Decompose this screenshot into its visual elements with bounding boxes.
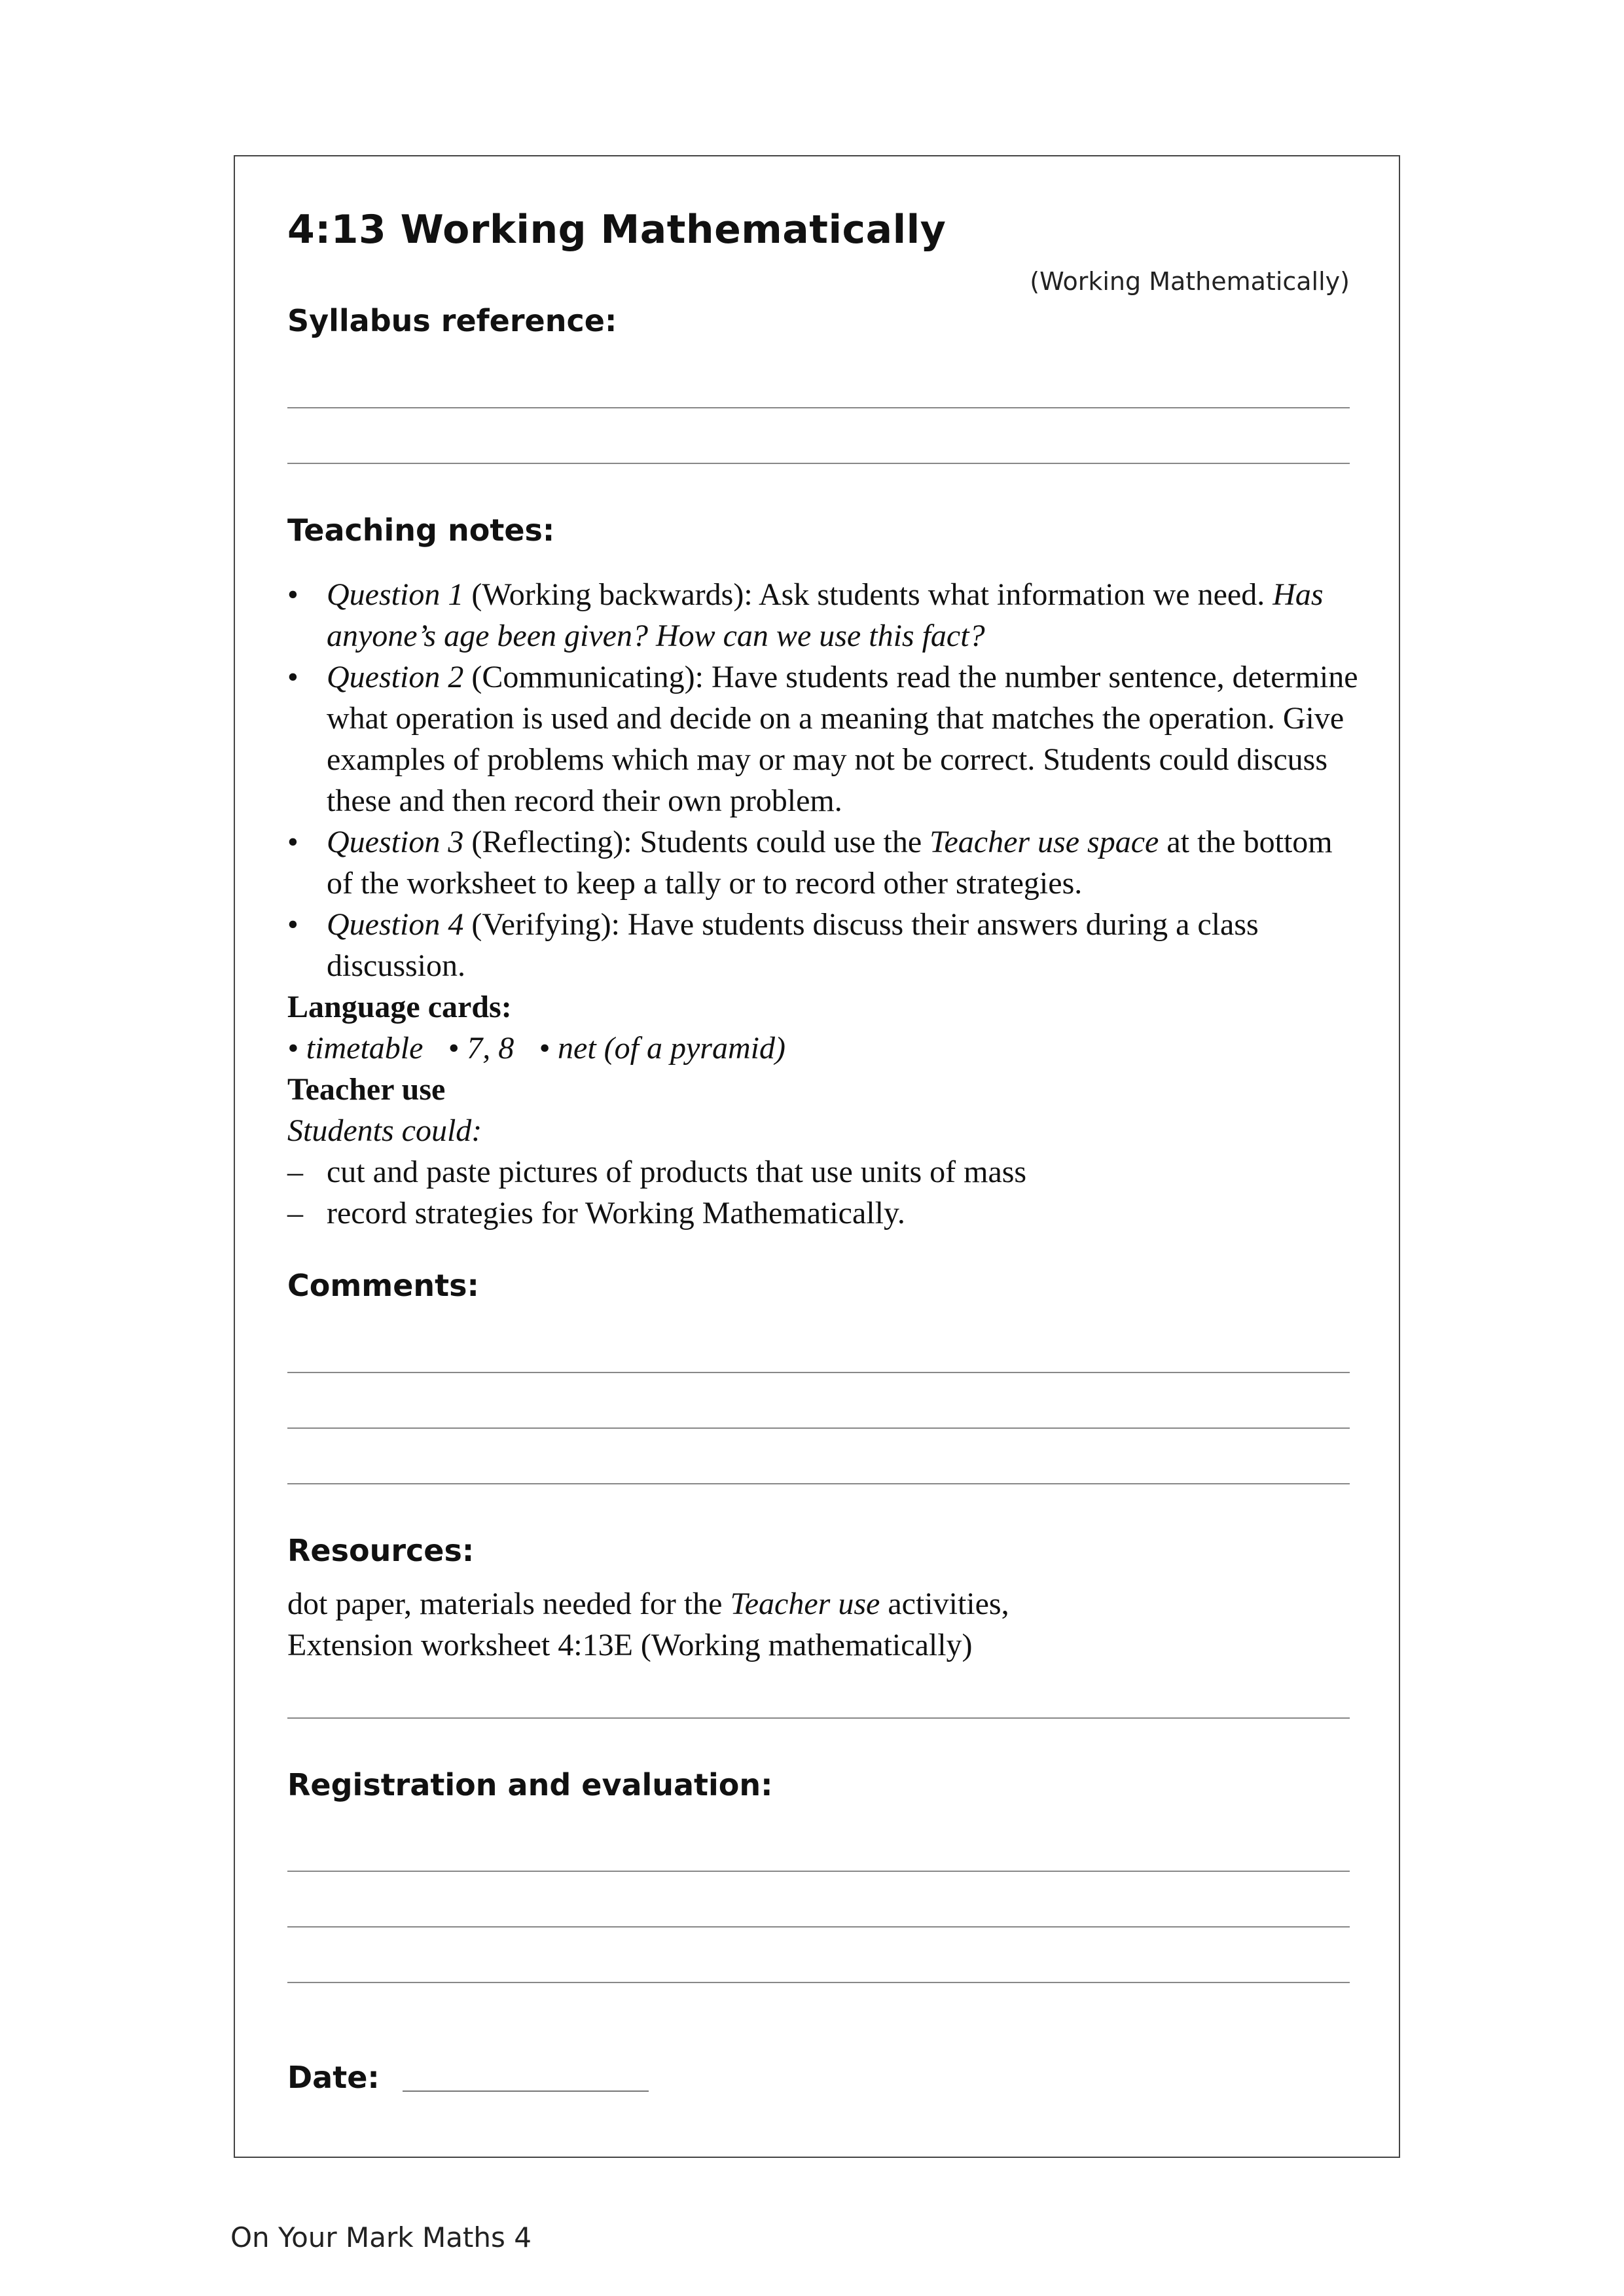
footer-text: On Your Mark Maths 4: [230, 2221, 532, 2253]
note-lead: Question 2: [327, 660, 464, 694]
resources-heading: Resources:: [287, 1533, 475, 1568]
note-question-4: [287, 904, 1361, 986]
comments-line-2: [287, 1427, 1350, 1429]
note-question-2: [287, 656, 1361, 821]
syllabus-heading: Syllabus reference:: [287, 303, 617, 338]
comments-line-3: [287, 1483, 1350, 1484]
students-could-label: Students could:: [287, 1113, 482, 1148]
language-card: • 7, 8: [448, 1031, 514, 1066]
note-emphasis: Teacher use space: [929, 825, 1159, 859]
resources-line: [287, 1583, 1361, 1624]
resources-text: activities,: [880, 1587, 1009, 1621]
strand-label: (Working Mathematically): [1030, 267, 1350, 296]
syllabus-line-2: [287, 463, 1350, 464]
note-lead: Question 4: [327, 907, 464, 942]
note-prompt: Has anyone’s age been given? How can we use this fact?: [327, 577, 1324, 653]
note-text: (Reflecting): Students could use the: [463, 825, 930, 859]
worksheet-frame: [234, 155, 1400, 2158]
note-text: (Working backwards): Ask students what information we need.: [463, 577, 1273, 612]
registration-line-1: [287, 1871, 1350, 1872]
registration-heading: Registration and evaluation:: [287, 1767, 773, 1803]
note-lead: Question 1: [327, 577, 464, 612]
teacher-use-heading: Teacher use: [287, 1072, 446, 1107]
registration-line-3: [287, 1982, 1350, 1983]
language-card: • net (of a pyramid): [539, 1031, 785, 1066]
teacher-use-item: – cut and paste pictures of products that use units of mass: [287, 1151, 1361, 1193]
teacher-use-list: [287, 1151, 1361, 1234]
resources-line: Extension worksheet 4:13E (Working mathematically): [287, 1628, 973, 1662]
comments-heading: Comments:: [287, 1268, 479, 1303]
resources-body: [287, 1583, 1361, 1666]
registration-line-2: [287, 1926, 1350, 1928]
question-notes-list: [287, 574, 1361, 986]
teaching-notes-heading: Teaching notes:: [287, 512, 555, 548]
note-question-1: [287, 574, 1361, 656]
resources-line-rule: [287, 1717, 1350, 1719]
language-cards-heading: Language cards:: [287, 990, 512, 1024]
resources-text: dot paper, materials needed for the: [287, 1587, 731, 1621]
note-lead: Question 3: [327, 825, 464, 859]
comments-line-1: [287, 1372, 1350, 1373]
note-text: (Verifying): Have students discuss their answers during a class discussion.: [327, 907, 1259, 983]
teaching-notes-body: [287, 574, 1361, 1234]
syllabus-line-1: [287, 407, 1350, 408]
note-question-3: [287, 821, 1361, 904]
resources-emphasis: Teacher use: [730, 1587, 880, 1621]
page-title: 4:13 Working Mathematically: [287, 207, 947, 253]
teacher-use-item: – record strategies for Working Mathematically.: [287, 1193, 1361, 1234]
date-label: Date:: [287, 2060, 380, 2095]
note-text: (Communicating): Have students read the number sentence, determine what operation is used and decide on a meaning that matches the operation. Give examples of problems which may or may not be correct. Students could discuss these and then record their own problem.: [327, 660, 1358, 818]
note-text: at the bottom of the worksheet to keep a tally or to record other strategies.: [327, 825, 1333, 901]
date-line: [403, 2090, 649, 2092]
language-cards-list: [287, 1028, 1361, 1069]
language-card: • timetable: [287, 1031, 424, 1066]
